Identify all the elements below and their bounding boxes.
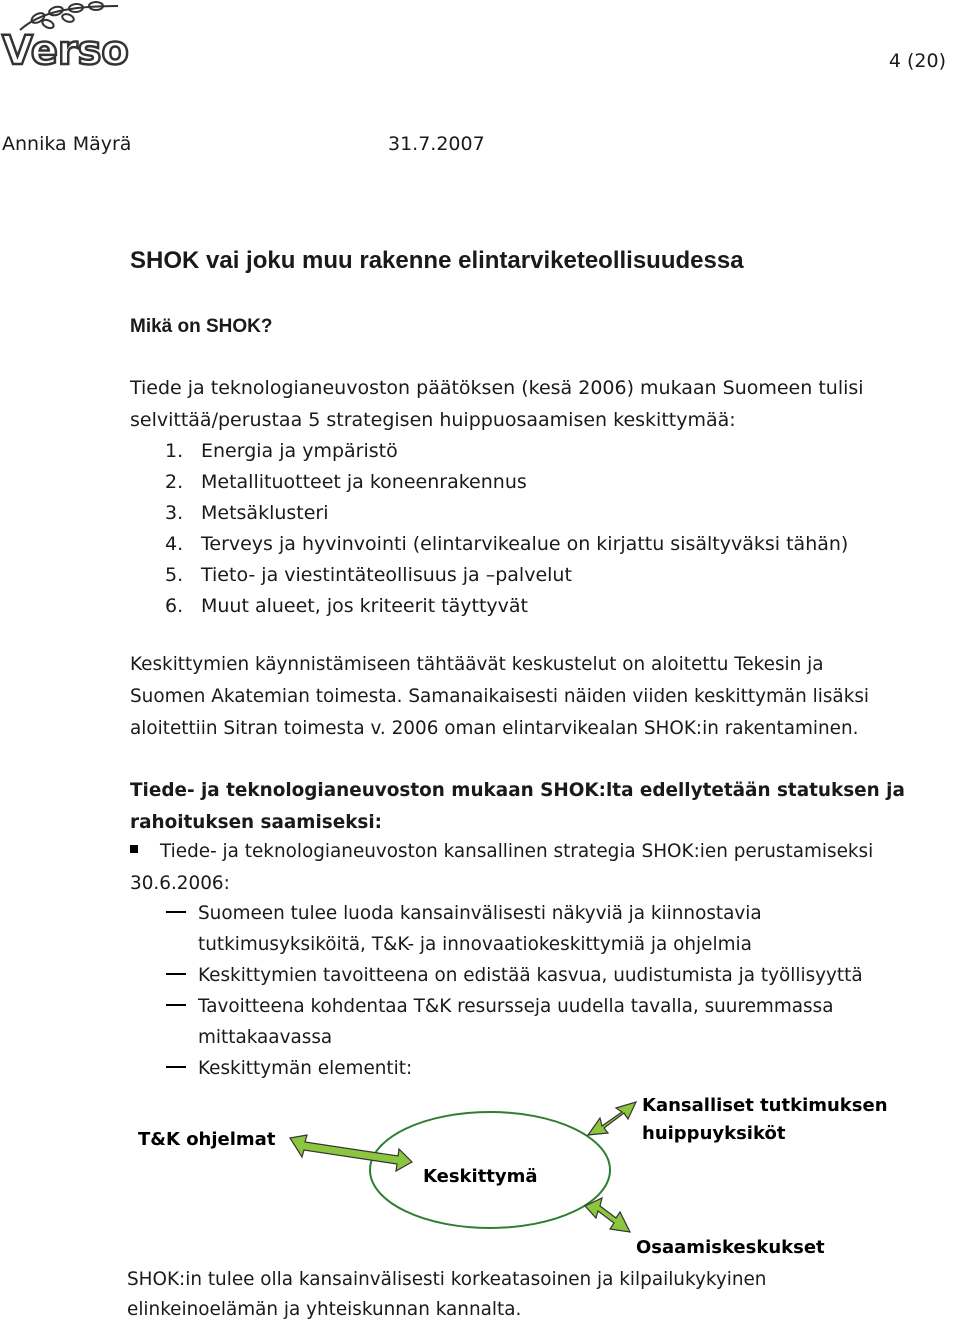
list-text: Energia ja ympäristö [201,440,398,462]
page-title: SHOK vai joku muu rakenne elintarviketeollisuudessa [130,247,744,274]
arrow-to-tk-ohjelmat [290,1135,412,1171]
arrow-to-huippuyksikot [588,1102,636,1135]
dash-text-cont: tutkimusyksiköitä, T&K- ja innovaatiokeskittymiä ja ohjelmia [198,934,752,955]
intro-line: Tiede ja teknologianeuvoston päätöksen (kesä 2006) mukaan Suomeen tulisi [130,377,864,399]
list-number: 3. [165,502,184,524]
diagram-label-center: Keskittymä [423,1166,538,1187]
list-number: 5. [165,564,184,586]
verso-logo [0,0,150,75]
bullet-text-cont: 30.6.2006: [130,873,230,894]
dash-item [166,991,833,1053]
arrow-to-osaamiskeskukset [585,1198,630,1232]
list-item [165,498,848,529]
list-text: Terveys ja hyvinvointi (elintarvikealue on kirjattu sisältyväksi tähän) [201,533,849,555]
paragraph-line: aloitettiin Sitran toimesta v. 2006 oman elintarvikealan SHOK:in rakentaminen. [130,718,859,739]
page-number: 4 (20) [888,50,946,72]
cluster-elements-diagram [0,1080,960,1270]
list-text: Muut alueet, jos kriteerit täyttyvät [201,595,528,617]
heading-line: rahoituksen saamiseksi: [130,812,383,833]
list-number: 1. [165,440,184,462]
section-subtitle: Mikä on SHOK? [130,316,273,337]
dash-bullet-icon [166,911,186,913]
dash-text: Suomeen tulee luoda kansainvälisesti näkyviä ja kiinnostavia [198,903,762,924]
dash-bullet-icon [166,973,186,975]
paragraph-line: Keskittymien käynnistämiseen tähtäävät keskustelut on aloitettu Tekesin ja [130,654,824,675]
bullet-text: Tiede- ja teknologianeuvoston kansallinen strategia SHOK:ien perustamiseksi [160,841,874,862]
list-item [165,436,848,467]
diagram-label-tk: T&K ohjelmat [138,1129,276,1150]
dash-item [166,898,762,960]
discussion-paragraph [130,649,869,745]
list-item [165,529,848,560]
paragraph-line: Suomen Akatemian toimesta. Samanaikaisesti näiden viiden keskittymän lisäksi [130,686,870,707]
dash-text-cont: mittakaavassa [198,1027,333,1048]
list-number: 2. [165,471,184,493]
diagram-label-huippu-2: huippuyksiköt [642,1123,786,1144]
list-number: 6. [165,595,184,617]
dash-item [166,960,863,991]
leaf-branch-icon [20,2,118,30]
dash-bullet-icon [166,1004,186,1006]
intro-paragraph [130,372,864,436]
heading-line: Tiede- ja teknologianeuvoston mukaan SHOK:lta edellytetään statuksen ja [130,780,905,801]
diagram-label-huippu-1: Kansalliset tutkimuksen [642,1095,888,1116]
list-text: Metallituotteet ja koneenrakennus [201,471,527,493]
intro-line: selvittää/perustaa 5 strategisen huippuosaamisen keskittymää: [130,409,736,431]
list-number: 4. [165,533,184,555]
paragraph-line: elinkeinoelämän ja yhteiskunnan kannalta. [127,1299,522,1320]
square-bullet-icon [130,845,138,853]
cluster-list [165,436,848,622]
list-text: Tieto- ja viestintäteollisuus ja –palvelut [201,564,572,586]
list-item [165,560,848,591]
list-item [165,591,848,622]
strategy-bullet [130,836,873,900]
dash-bullet-icon [166,1066,186,1068]
requirements-heading [130,775,905,839]
paragraph-line: SHOK:in tulee olla kansainvälisesti korkeatasoinen ja kilpailukykyinen [127,1269,767,1290]
list-text: Metsäklusteri [201,502,329,524]
dash-text: Keskittymän elementit: [198,1058,413,1079]
dash-text: Tavoitteena kohdentaa T&K resursseja uudella tavalla, suuremmassa [198,996,834,1017]
closing-paragraph [127,1265,766,1325]
list-item [165,467,848,498]
logo-wordmark: Verso [2,28,129,74]
dash-text: Keskittymien tavoitteena on edistää kasvua, uudistumista ja työllisyyttä [198,965,863,986]
author-name: Annika Mäyrä [2,133,132,155]
document-date: 31.7.2007 [388,133,485,155]
diagram-label-osaamis: Osaamiskeskukset [636,1237,825,1258]
